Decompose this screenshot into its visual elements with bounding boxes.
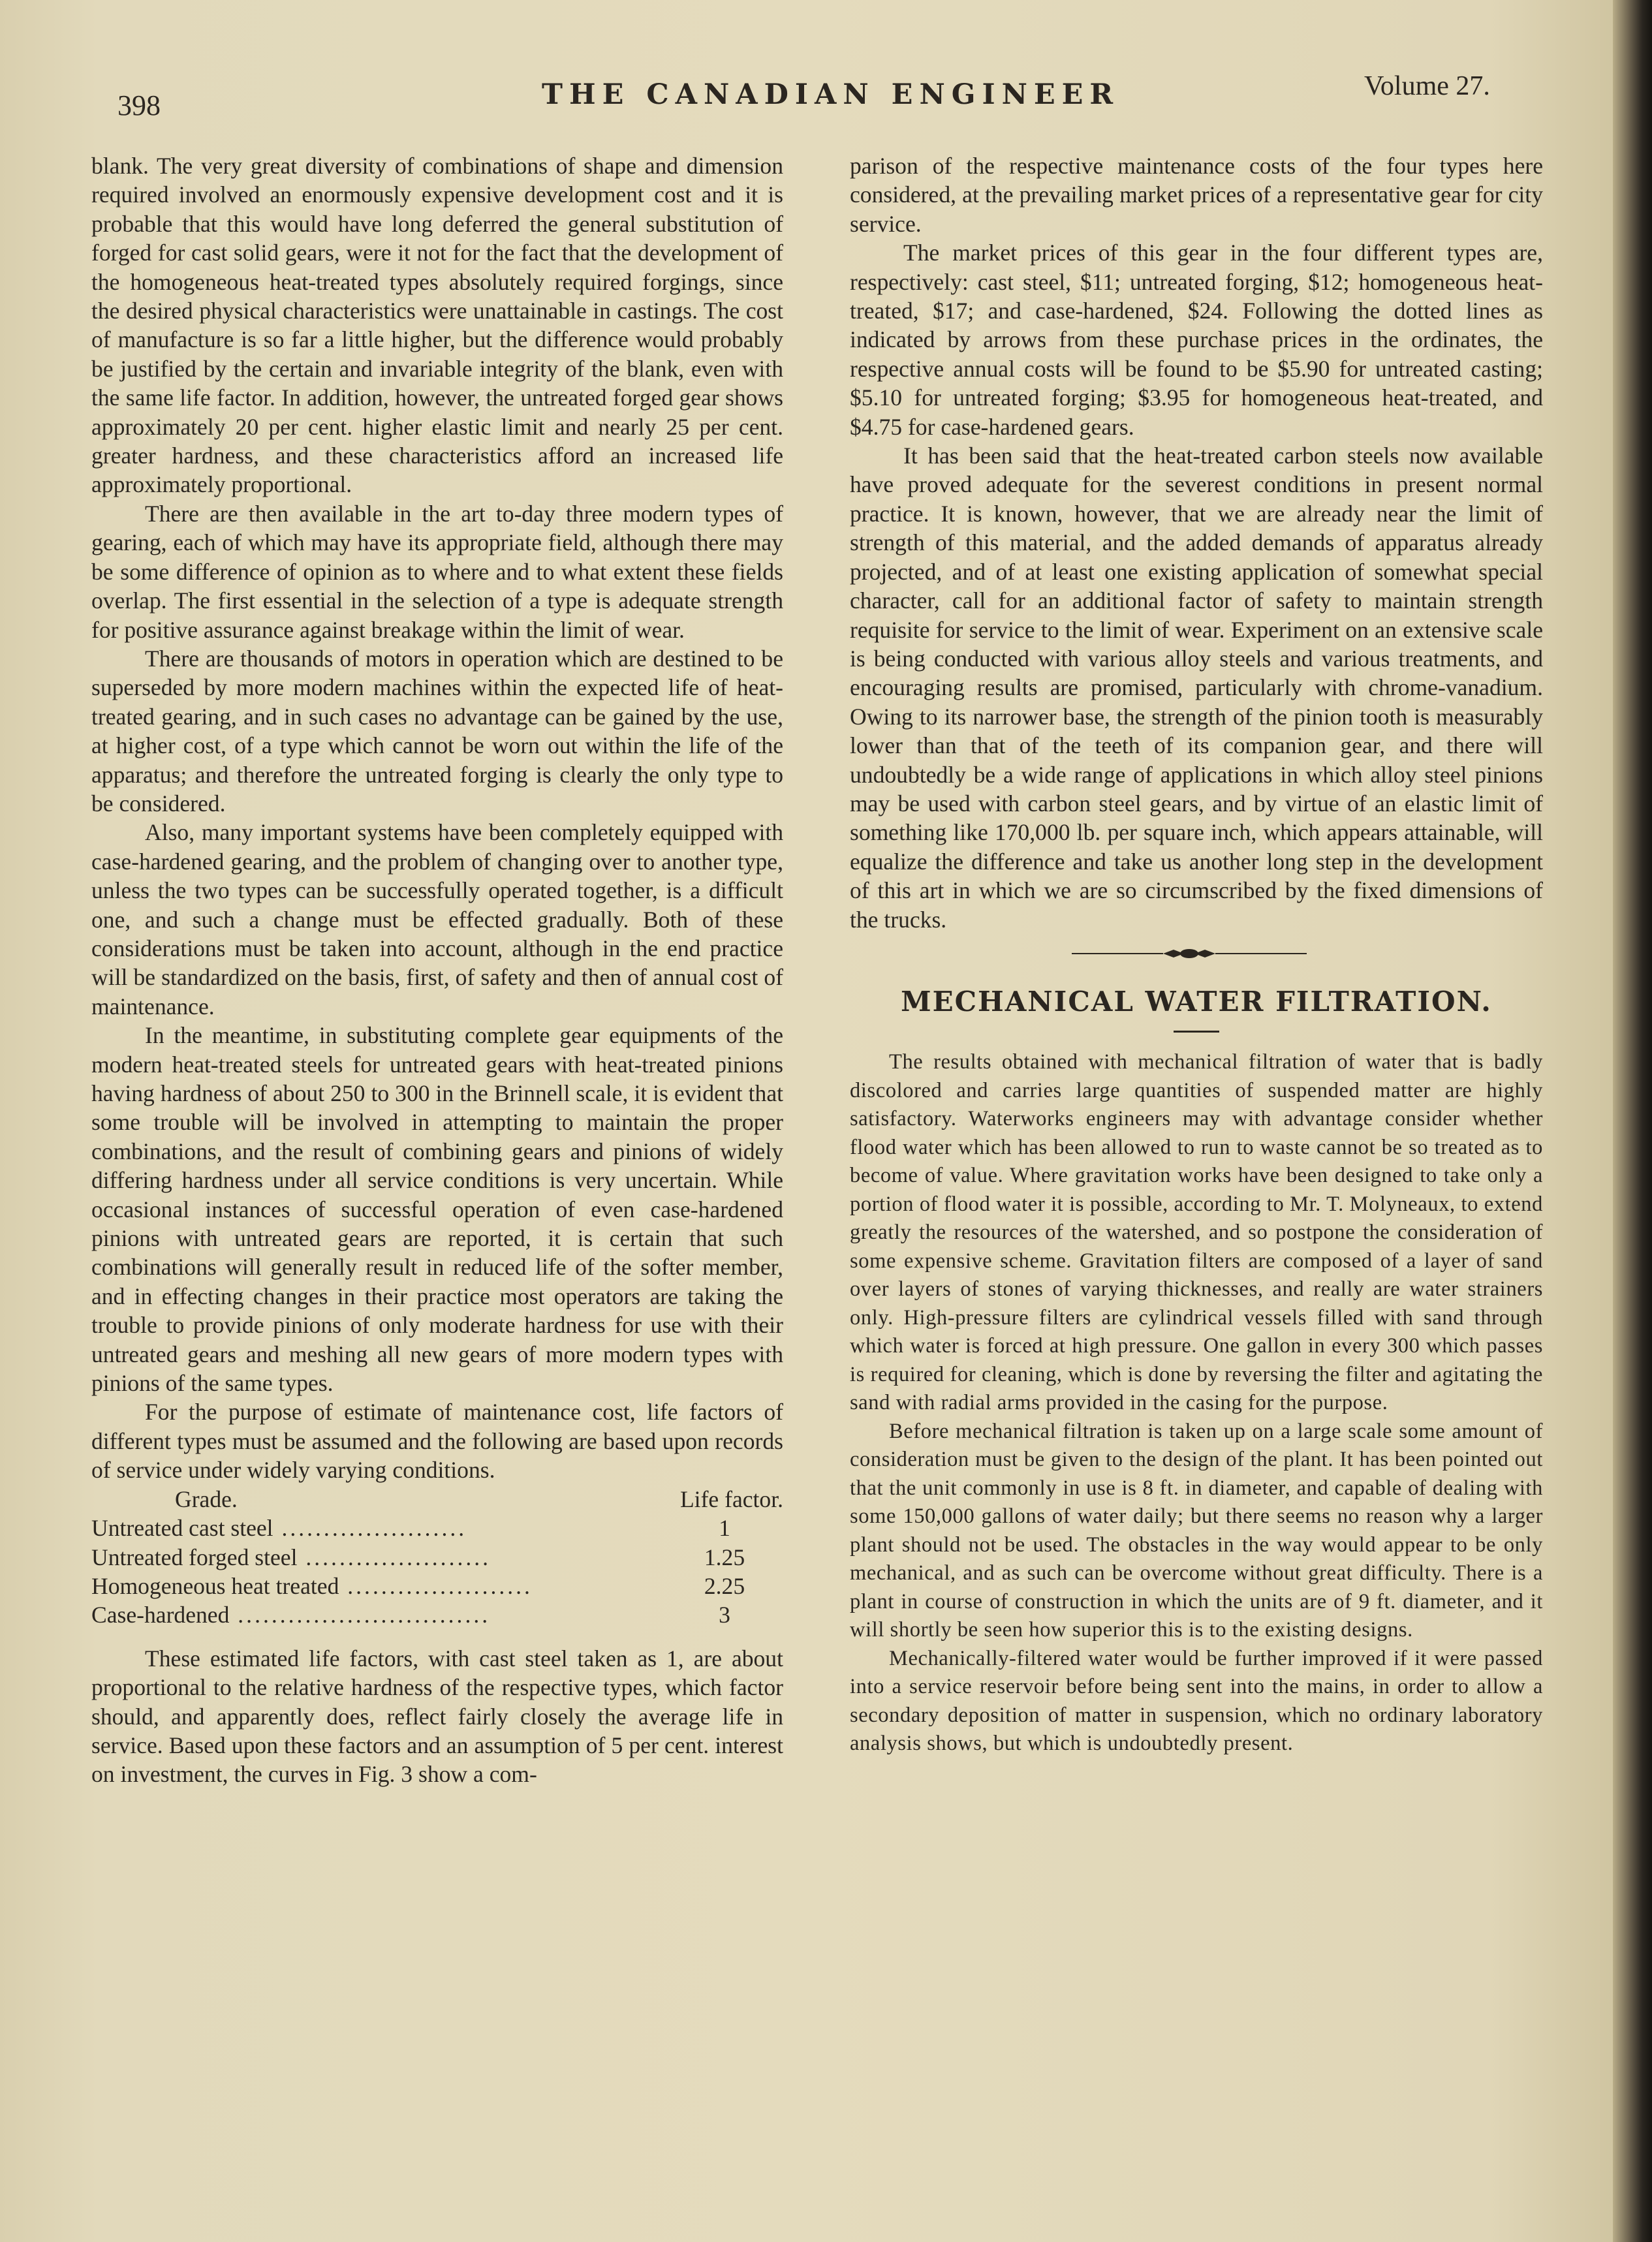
table-cell-factor: 1 <box>719 1515 730 1542</box>
section-divider-ornament <box>1072 946 1307 961</box>
paragraph: For the purpose of estimate of maintenance cost, life factors of different types must be assumed and the following are based upon records of service under widely varying conditions. <box>91 1399 783 1484</box>
spacer <box>91 1630 783 1644</box>
life-factor-table <box>91 1485 783 1630</box>
paragraph: It has been said that the heat-treated carbon steels now available have proved adequate for the severest conditions in present normal practice. It is known, however, that we are already near the limit of strength of this material, and the added demands of apparatus already projected, and of at least one existing application of somewhat special character, call for an additional factor of safety to maintain strength requisite for service to the limit of wear. Experiment on an extensive scale is being conducted with various alloy steels and various treatments, and encouraging results are promised, particularly with chrome-vanadium. Owing to its narrower base, the strength of the pinion tooth is measurably lower than that of the teeth of its companion gear, and there will undoubtedly be a wide range of applications in which alloy steel pinions may be used with carbon steel gears, and by virtue of an elastic limit of something like 170,000 lb. per square inch, which appears attainable, will equalize the difference and take us another long step in the development of this art in which we are so circumscribed by the fixed dimensions of the trucks. <box>850 443 1543 933</box>
table-cell-grade: Untreated forged steel ...................... <box>91 1544 491 1570</box>
paragraph: There are then available in the art to-day three modern types of gearing, each of which may have its appropriate field, although there may be some difference of opinion as to where and to what extent these fields overlap. The first essential in the selection of a type is adequate strength for positive assurance against breakage within the limit of wear. <box>91 500 783 643</box>
paragraph: The market prices of this gear in the four different types are, respectively: cast steel, $11; untreated forging, $12; homogeneous heat-treated, $17; and case-hardened, $24. Following the dotted lines as indicated by arrows from these purchase prices in the ordinates, the respective annual costs will be found to be $5.90 for untreated casting; $5.10 for untreated forging; $3.95 for homogeneous heat-treated, and $4.75 for case-hardened gears. <box>850 240 1543 440</box>
article-body <box>850 1048 1543 1758</box>
table-header-row <box>91 1485 783 1514</box>
paragraph: Also, many important systems have been completely equipped with case-hardened gearing, and the problem of changing over to another type, unless the two types can be successfully operated together, is a difficult one, and such a change must be effected gradually. Both of these considerations must be taken into account, although in the end practice will be standardized on the basis, first, of safety and then of annual cost of maintenance. <box>91 819 783 1020</box>
left-column <box>91 151 783 1789</box>
table-cell-grade: Case-hardened .............................. <box>91 1602 491 1628</box>
title-rule <box>1174 1031 1219 1033</box>
table-cell-grade: Untreated cast steel ...................... <box>91 1515 467 1542</box>
paragraph: parison of the respective maintenance costs of the four types here considered, at the prevailing market prices of a representative gear for city service. <box>850 153 1543 237</box>
paragraph: In the meantime, in substituting complete gear equipments of the modern heat-treated steels for untreated gears with heat-treated pinions having hardness of about 250 to 300 in the Brinnell scale, it is evident that some trouble will be involved in attempting to maintain the proper combinations, and the result of combining gears and pinions of widely differing hardness under all service conditions is very uncertain. While occasional instances of successful operation of even case-hardened pinions with untreated gears are reported, it is certain that such combinations will generally result in reduced life of the softer member, and in effecting changes in their practice most operators are taking the trouble to provide pinions of only moderate hardness for use with their untreated gears and meshing all new gears of more modern types with pinions of the same types. <box>91 1022 783 1397</box>
column-header-grade: Grade. <box>175 1486 238 1512</box>
page-header <box>0 70 1619 121</box>
table-cell-grade: Homogeneous heat treated ...................... <box>91 1572 533 1599</box>
paragraph: These estimated life factors, with cast steel taken as 1, are about proportional to the relative hardness of the respective types, which factor should, and apparently does, reflect fairly closely the average life in service. Based upon these factors and an assumption of 5 per cent. interest on investment, the curves in Fig. 3 show a com- <box>91 1645 783 1788</box>
paragraph: There are thousands of motors in operation which are destined to be superseded by more modern machines within the expected life of heat-treated gearing, and in such cases no advantage can be gained by the use, at higher cost, of a type which cannot be worn out within the life of the apparatus; and therefore the untreated forging is clearly the only type to be considered. <box>91 645 783 817</box>
paragraph: The results obtained with mechanical filtration of water that is badly discolored and carries large quantities of suspended matter are highly satisfactory. Waterworks engineers may with advantage consider whether flood water which has been allowed to run to waste cannot be so treated as to become of value. Where gravitation works have been designed to take only a portion of flood water it is possible, according to Mr. T. Molyneaux, to extend greatly the resources of the watershed, and so postpone the consideration of some expensive scheme. Gravitation filters are composed of a layer of sand over layers of stones of varying thicknesses, and really are water strainers only. High-pressure filters are cylindrical vessels filled with sand through which water is forced at high pressure. One gallon in every 300 which passes is required for cleaning, which is done by reversing the filter and agitating the sand with radial arms provided in the casing for the purpose. <box>850 1050 1543 1415</box>
paragraph: blank. The very great diversity of combinations of shape and dimension required involved an enormously expensive development cost and it is probable that this would have long deferred the general substitution of forged for cast solid gears, were it not for the fact that the development of the homogeneous heat-treated types absolutely required forgings, since the desired physical characteristics were unattainable in castings. The cost of manufacture is so far a little higher, but the difference would probably be justified by the certain and invariable integrity of the blank, even with the same life factor. In addition, however, the untreated forged gear shows approximately 20 per cent. higher elastic limit and nearly 25 per cent. greater hardness, and these characteristics afford an increased life approximately proportional. <box>91 153 783 498</box>
right-column <box>850 151 1543 1758</box>
table-cell-factor: 1.25 <box>704 1544 745 1570</box>
column-header-life-factor: Life factor. <box>679 1486 783 1512</box>
journal-title: THE CANADIAN ENGINEER <box>542 78 1120 111</box>
table-row <box>91 1514 783 1542</box>
table-cell-factor: 2.25 <box>704 1572 745 1599</box>
paragraph: Mechanically-filtered water would be further improved if it were passed into a service reservoir before being sent into the mains, in order to allow a secondary deposition of matter in suspension, which no ordinary laboratory analysis shows, but which is undoubtedly present. <box>850 1646 1543 1756</box>
table-row <box>91 1572 783 1600</box>
table-row <box>91 1600 783 1629</box>
paragraph: Before mechanical filtration is taken up on a large scale some amount of consideration must be given to the design of the plant. It has been pointed out that the unit commonly in use is 8 ft. in diameter, and capable of dealing with some 150,000 gallons of water daily; but there seems no reason why a larger plant should not be used. The obstacles in the way would appear to be only mechanical, and as such can be overcome without great difficulty. There is a plant in course of construction in which the units are of 9 ft. diameter, and it will shortly be seen how superior this is to the existing designs. <box>850 1419 1543 1642</box>
book-spine-shadow <box>1613 0 1652 2242</box>
volume-label: Volume 27. <box>1364 71 1490 101</box>
table-cell-factor: 3 <box>719 1602 730 1628</box>
section-title: MECHANICAL WATER FILTRATION. <box>901 985 1492 1018</box>
page-number: 398 <box>117 89 161 121</box>
table-row <box>91 1543 783 1572</box>
